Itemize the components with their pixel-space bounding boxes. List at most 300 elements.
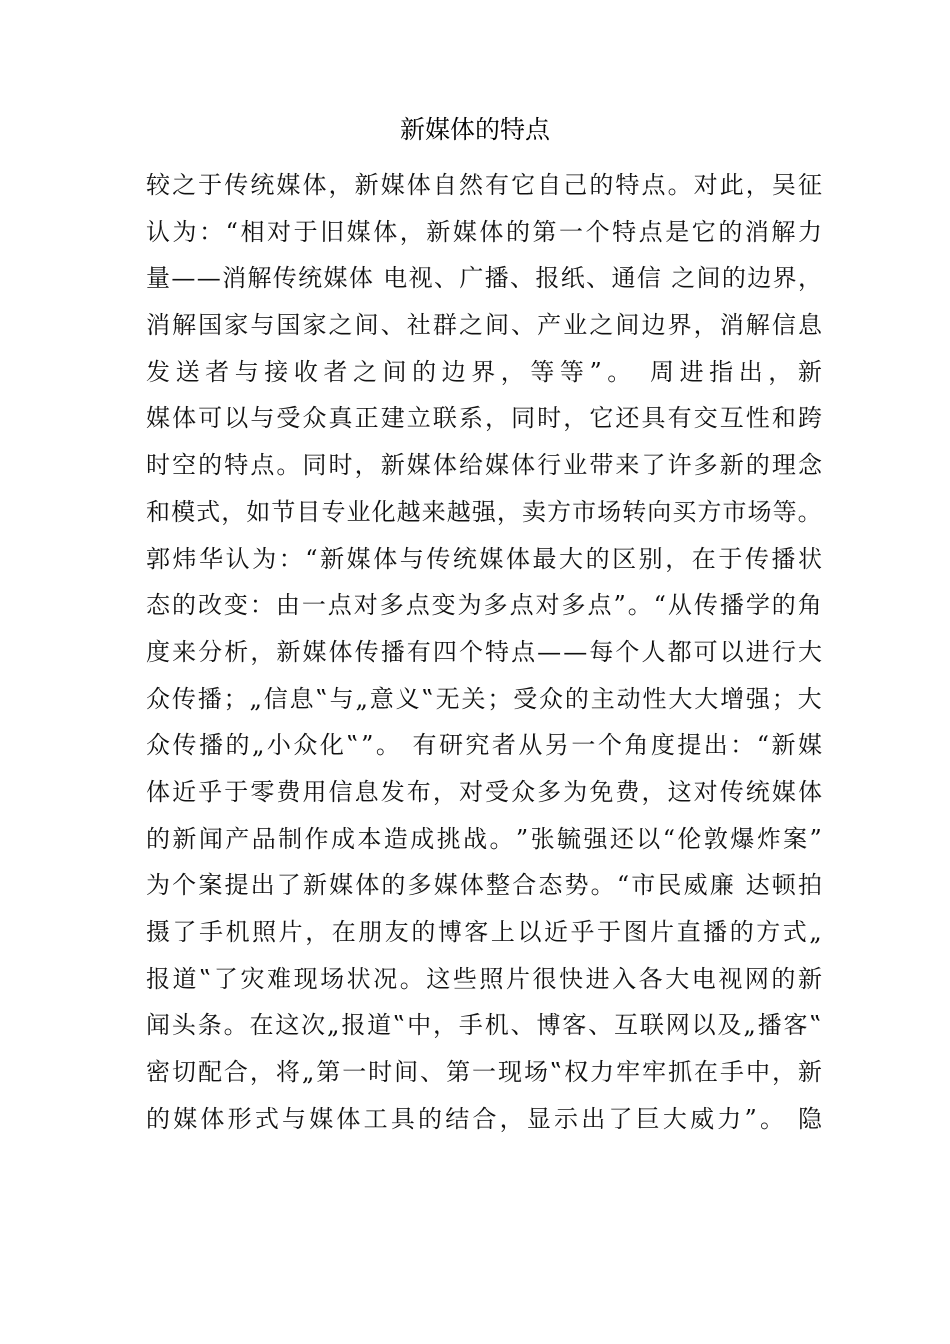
text-glyph: 、 (380, 311, 405, 340)
text-glyph: 此 (719, 171, 744, 199)
text-glyph: 整 (486, 871, 511, 900)
text-glyph: 增 (720, 684, 745, 713)
text-glyph: 它 (589, 404, 614, 433)
text-glyph (736, 864, 744, 911)
text-glyph: 费 (615, 777, 640, 806)
text-glyph: 在 (694, 1058, 719, 1087)
text-glyph: ， (305, 918, 330, 946)
text-glyph: 体 (348, 264, 373, 293)
text-glyph: 力 (797, 217, 822, 246)
text-glyph: 行 (537, 451, 562, 480)
text-glyph: 多 (483, 591, 508, 620)
text-glyph: 出 (250, 871, 275, 900)
text-glyph: 众 (146, 684, 170, 713)
text-glyph: 的 (589, 171, 614, 199)
text-glyph: 布 (406, 777, 431, 806)
text-glyph: 抓 (668, 1058, 693, 1087)
text-glyph: 显 (526, 1104, 551, 1133)
text-line (146, 864, 822, 911)
text-glyph: 发 (146, 357, 170, 386)
text-glyph: 。 (759, 1104, 784, 1133)
text-glyph: 消 (744, 217, 769, 246)
text-glyph: 近 (172, 777, 197, 806)
text-glyph: 片 (505, 964, 530, 993)
text-glyph: 统 (452, 544, 477, 573)
text-glyph: 播 (703, 918, 728, 946)
text-glyph: 业 (563, 311, 588, 340)
text-glyph: 度 (650, 731, 675, 760)
text-glyph: 从 (518, 731, 543, 760)
text-glyph: 性 (642, 684, 667, 713)
text-glyph: 较 (146, 171, 170, 199)
text-glyph: 分 (198, 637, 223, 666)
text-glyph: “ (662, 824, 675, 853)
text-glyph: 郭 (146, 544, 170, 573)
text-glyph: 方 (697, 497, 722, 526)
text-glyph: 作 (304, 824, 329, 853)
text-glyph: 解 (771, 217, 796, 246)
text-glyph: 直 (676, 918, 701, 946)
text-glyph: — (537, 637, 562, 666)
text-glyph: 在 (691, 544, 716, 573)
text-glyph: 将 (275, 1058, 300, 1087)
text-glyph: 具 (641, 404, 666, 433)
text-glyph: 华 (199, 544, 224, 573)
text-line (146, 678, 822, 725)
text-glyph: 之 (328, 311, 353, 340)
text-glyph: 和 (771, 404, 796, 433)
text-glyph: 的 (418, 1104, 443, 1133)
text-glyph: ： (199, 217, 224, 246)
text-glyph: 一 (301, 591, 326, 620)
text-glyph: 近 (543, 918, 568, 946)
text-glyph: 媒 (323, 264, 348, 293)
text-glyph: 带 (589, 451, 614, 480)
text-glyph: „ (355, 684, 368, 713)
text-glyph: 对 (693, 171, 718, 199)
text-glyph: 式 (254, 1104, 279, 1133)
text-glyph: 了 (172, 918, 197, 946)
text-glyph: 、 (510, 1011, 535, 1040)
text-glyph: 与 (250, 404, 275, 433)
text-glyph: 炜 (172, 544, 197, 573)
text-glyph: 摄 (146, 918, 170, 946)
text-glyph: 无 (435, 684, 460, 713)
text-glyph: 敦 (703, 824, 728, 853)
text-glyph: 对 (267, 217, 292, 246)
text-glyph: 乎 (198, 777, 223, 806)
text-glyph: 来 (172, 637, 197, 666)
text-glyph: „ (327, 1011, 340, 1040)
text-line (146, 211, 822, 258)
text-glyph: 量 (146, 264, 170, 293)
text-glyph: — (196, 264, 221, 293)
text-glyph: 、 (586, 264, 611, 293)
text-glyph: 一 (472, 1058, 497, 1087)
text-glyph: 点 (587, 591, 612, 620)
text-glyph: 的 (381, 871, 406, 900)
text-glyph: 体 (146, 777, 170, 806)
text-glyph: ‟ (421, 684, 434, 713)
text-glyph: ； (771, 684, 796, 713)
text-glyph: 相 (240, 217, 265, 246)
text-glyph: 时 (146, 451, 170, 480)
text-glyph: ， (500, 357, 525, 386)
text-glyph: 化 (319, 731, 344, 760)
text-glyph: 市 (572, 497, 597, 526)
text-glyph: 。 (797, 497, 822, 526)
text-glyph: 态 (538, 871, 563, 900)
text-glyph: 方 (756, 918, 781, 946)
text-glyph: 这 (667, 777, 692, 806)
text-glyph: 空 (172, 451, 197, 480)
text-glyph: 多 (407, 871, 432, 900)
text-glyph: 周 (650, 357, 675, 386)
text-glyph: 角 (797, 591, 822, 620)
text-glyph: 消 (222, 264, 247, 293)
text-glyph: 大 (797, 684, 822, 713)
text-glyph: 由 (275, 591, 300, 620)
text-glyph: 征 (797, 171, 822, 199)
text-glyph: 改 (197, 591, 222, 620)
text-glyph: ， (499, 1104, 524, 1133)
text-glyph: 义 (395, 684, 420, 713)
text-glyph: 传 (272, 264, 297, 293)
text-glyph: ： (249, 591, 274, 620)
text-glyph: 达 (745, 871, 770, 900)
text-glyph: 的 (585, 544, 610, 573)
text-glyph: 界 (772, 264, 797, 293)
text-glyph: 者 (205, 357, 230, 386)
text-glyph: 另 (544, 731, 569, 760)
text-glyph: 强 (745, 684, 770, 713)
text-glyph: ” (515, 824, 529, 853)
text-line (146, 958, 822, 1005)
text-line (146, 584, 822, 631)
text-glyph: ， (328, 171, 353, 199)
text-glyph: 提 (224, 871, 249, 900)
text-glyph: 多 (379, 591, 404, 620)
text-line (146, 257, 822, 304)
text-glyph: 自 (432, 171, 457, 199)
text-glyph: 牢 (642, 1058, 667, 1087)
text-glyph: 新 (276, 637, 301, 666)
text-glyph: 有 (485, 171, 510, 199)
text-glyph: 新 (426, 217, 451, 246)
text-glyph: 联 (639, 1011, 664, 1040)
text-glyph: 多 (537, 777, 562, 806)
text-glyph: 产 (537, 311, 562, 340)
text-glyph: 了 (641, 451, 666, 480)
text-glyph: 众 (302, 404, 327, 433)
text-glyph: 中 (745, 1058, 770, 1087)
text-glyph: 的 (564, 684, 589, 713)
text-glyph: ， (693, 311, 718, 340)
text-glyph: 友 (384, 918, 409, 946)
text-glyph: 个 (585, 217, 610, 246)
text-glyph: 拍 (797, 871, 822, 900)
text-glyph: 联 (432, 404, 457, 433)
text-glyph: 很 (532, 964, 557, 993)
text-glyph: 等 (530, 357, 555, 386)
text-glyph: 传 (354, 637, 379, 666)
text-glyph: 边 (747, 264, 772, 293)
text-glyph: 解 (745, 311, 770, 340)
text-line (146, 351, 822, 398)
text-glyph: 媒 (433, 871, 458, 900)
text-glyph: 乎 (570, 918, 595, 946)
text-glyph: 时 (368, 1058, 393, 1087)
text-glyph: 巨 (635, 1104, 660, 1133)
text-glyph (787, 1098, 795, 1145)
text-glyph: ， (250, 637, 275, 666)
text-glyph: 客 (783, 1011, 808, 1040)
text-glyph: 消 (146, 311, 170, 340)
text-glyph: 在 (331, 918, 356, 946)
text-glyph: 出 (738, 357, 763, 386)
text-glyph: 网 (665, 1011, 690, 1040)
text-glyph: 等 (559, 357, 584, 386)
text-glyph: ， (641, 777, 666, 806)
text-glyph: 媒 (309, 1104, 334, 1133)
text-glyph: 性 (745, 404, 770, 433)
text-line (146, 911, 822, 958)
text-glyph: 多 (561, 591, 586, 620)
text-glyph: 媒 (771, 777, 796, 806)
text-glyph: 手 (720, 1058, 744, 1087)
text-glyph: 状 (346, 964, 371, 993)
text-glyph: 体 (336, 1104, 361, 1133)
text-glyph: 的 (505, 217, 530, 246)
text-glyph: 特 (612, 217, 637, 246)
text-glyph: ‟ (346, 731, 359, 760)
text-glyph: 条 (197, 1011, 222, 1040)
text-glyph: 。 (590, 871, 615, 900)
text-glyph: 难 (267, 964, 292, 993)
text-glyph: 纸 (560, 264, 585, 293)
text-glyph: 点 (638, 217, 663, 246)
text-glyph: 示 (554, 1104, 579, 1133)
text-glyph: 视 (408, 264, 433, 293)
text-glyph: 。 (607, 357, 632, 386)
text-glyph: 上 (490, 918, 515, 946)
text-glyph: 案 (198, 871, 223, 900)
text-glyph: 中 (407, 1011, 432, 1040)
text-glyph: 自 (537, 171, 562, 199)
text-glyph: 片 (650, 918, 675, 946)
text-glyph: 次 (301, 1011, 326, 1040)
text-glyph: 卖 (521, 497, 546, 526)
text-glyph: ‟ (549, 1058, 563, 1087)
text-glyph: ， (485, 404, 510, 433)
text-glyph: 的 (771, 964, 796, 993)
text-glyph: 客 (464, 918, 489, 946)
text-glyph: 道 (367, 1011, 392, 1040)
text-glyph: 之 (458, 311, 483, 340)
text-glyph: 如 (246, 497, 271, 526)
text-glyph: 体 (328, 637, 353, 666)
text-glyph: 买 (672, 497, 697, 526)
text-glyph (402, 724, 410, 771)
text-glyph: 媒 (146, 404, 170, 433)
text-glyph: 民 (657, 871, 682, 900)
text-glyph: 变 (431, 591, 456, 620)
text-glyph: ， (496, 497, 521, 526)
text-glyph: 式 (196, 497, 221, 526)
text-glyph: 专 (321, 497, 346, 526)
text-glyph: 多 (693, 451, 718, 480)
text-glyph: 及 (717, 1011, 742, 1040)
text-glyph: 。 (223, 1011, 248, 1040)
text-glyph: 接 (264, 357, 289, 386)
text-glyph: 体 (459, 871, 484, 900)
text-glyph: 一 (342, 1058, 367, 1087)
text-glyph: 传 (172, 731, 197, 760)
text-glyph: 体 (302, 171, 327, 199)
text-glyph: 方 (547, 497, 571, 526)
text-glyph: 第 (316, 1058, 341, 1087)
text-glyph: 的 (718, 217, 743, 246)
text-glyph: 为 (457, 591, 482, 620)
text-glyph: 一 (559, 217, 584, 246)
text-glyph: 播 (197, 684, 222, 713)
text-glyph: 况 (373, 964, 398, 993)
text-glyph: 强 (471, 497, 496, 526)
text-glyph: 媒 (406, 451, 431, 480)
text-glyph: 媒 (276, 171, 301, 199)
text-glyph: 间 (382, 357, 407, 386)
text-glyph: 为 (172, 217, 197, 246)
text-glyph: 毓 (557, 824, 582, 853)
text-glyph: 新 (771, 731, 796, 760)
text-glyph: 这 (426, 964, 451, 993)
text-glyph: 的 (146, 1104, 170, 1133)
text-glyph: 照 (252, 918, 277, 946)
text-glyph: 爆 (730, 824, 755, 853)
text-glyph: 机 (484, 1011, 509, 1040)
text-glyph: 点 (509, 591, 534, 620)
text-glyph: 传 (224, 171, 249, 199)
text-glyph: 于 (224, 777, 249, 806)
text-glyph: ； (223, 684, 248, 713)
text-glyph: 媒 (479, 544, 504, 573)
text-glyph: 体 (373, 544, 398, 573)
text-glyph: 受 (485, 777, 510, 806)
text-glyph: 最 (532, 544, 557, 573)
text-glyph: 造 (383, 824, 408, 853)
text-glyph: 变 (223, 591, 248, 620)
text-glyph: 信 (636, 264, 661, 293)
text-glyph: 以 (636, 824, 661, 853)
text-line (146, 631, 822, 678)
text-glyph: 威 (690, 1104, 715, 1133)
text-glyph: 。 (489, 824, 514, 853)
text-glyph: 这 (275, 1011, 300, 1040)
text-glyph: 个 (615, 637, 640, 666)
text-glyph: 市 (722, 497, 747, 526)
text-glyph: 片 (278, 918, 303, 946)
text-glyph: 现 (498, 1058, 522, 1087)
text-glyph: 特 (485, 637, 510, 666)
text-glyph: 新 (172, 824, 197, 853)
text-line (146, 397, 822, 444)
text-glyph: 对 (458, 777, 483, 806)
text-glyph: 强 (583, 824, 608, 853)
text-glyph: 广 (459, 264, 484, 293)
text-glyph: 案 (783, 824, 808, 853)
text-glyph: 播 (757, 1011, 782, 1040)
text-glyph: 机 (225, 918, 250, 946)
text-glyph: 于 (293, 217, 318, 246)
text-glyph: 零 (250, 777, 275, 806)
text-glyph: 互 (719, 404, 744, 433)
text-glyph: 点 (641, 171, 666, 199)
text-glyph: 顿 (771, 871, 796, 900)
text-glyph: 受 (276, 404, 301, 433)
text-glyph: 体 (797, 777, 822, 806)
text-glyph: „ (251, 731, 265, 760)
text-glyph: ， (221, 497, 246, 526)
text-glyph: 个 (458, 637, 483, 666)
text-glyph: 通 (611, 264, 636, 293)
text-glyph: 与 (282, 1104, 307, 1133)
text-glyph: 节 (271, 497, 296, 526)
text-glyph: 费 (276, 777, 301, 806)
text-glyph: 大 (662, 1104, 687, 1133)
text-glyph: 的 (146, 824, 170, 853)
text-glyph: 体 (373, 217, 398, 246)
text-glyph: 入 (612, 964, 637, 993)
text-glyph: 度 (146, 637, 170, 666)
text-glyph: 威 (683, 871, 708, 900)
text-glyph: 群 (432, 311, 457, 340)
text-glyph: 研 (438, 731, 463, 760)
text-glyph: 统 (250, 171, 275, 199)
text-glyph: ‟ (393, 1011, 406, 1040)
text-glyph: ” (613, 591, 626, 620)
text-glyph: 合 (472, 1104, 497, 1133)
text-line (146, 1098, 822, 1145)
text-glyph: 媒 (346, 544, 371, 573)
text-glyph: 。 (276, 451, 301, 480)
text-glyph: ” (361, 731, 374, 760)
text-glyph: 新 (797, 357, 822, 386)
text-glyph: 现 (293, 964, 318, 993)
text-glyph: 免 (589, 777, 614, 806)
text-glyph: 的 (225, 731, 250, 760)
text-glyph: 个 (597, 731, 622, 760)
text-glyph: ‟ (315, 684, 328, 713)
text-glyph: 特 (224, 451, 249, 480)
text-glyph: 众 (293, 731, 318, 760)
text-glyph: 制 (278, 824, 303, 853)
text-glyph: 本 (357, 824, 382, 853)
text-glyph: 进 (679, 357, 704, 386)
text-glyph: 以 (224, 404, 249, 433)
text-glyph: „ (249, 684, 262, 713)
text-glyph: 道 (172, 964, 197, 993)
text-glyph: 点 (405, 591, 430, 620)
text-glyph: 态 (146, 591, 170, 620)
text-glyph: 可 (693, 637, 718, 666)
text-glyph: 角 (624, 731, 649, 760)
text-line (146, 724, 822, 771)
text-glyph: 新 (797, 964, 822, 993)
text-glyph: 业 (346, 497, 371, 526)
text-glyph: — (563, 637, 588, 666)
text-glyph: “ (653, 591, 666, 620)
text-glyph: ， (768, 357, 793, 386)
